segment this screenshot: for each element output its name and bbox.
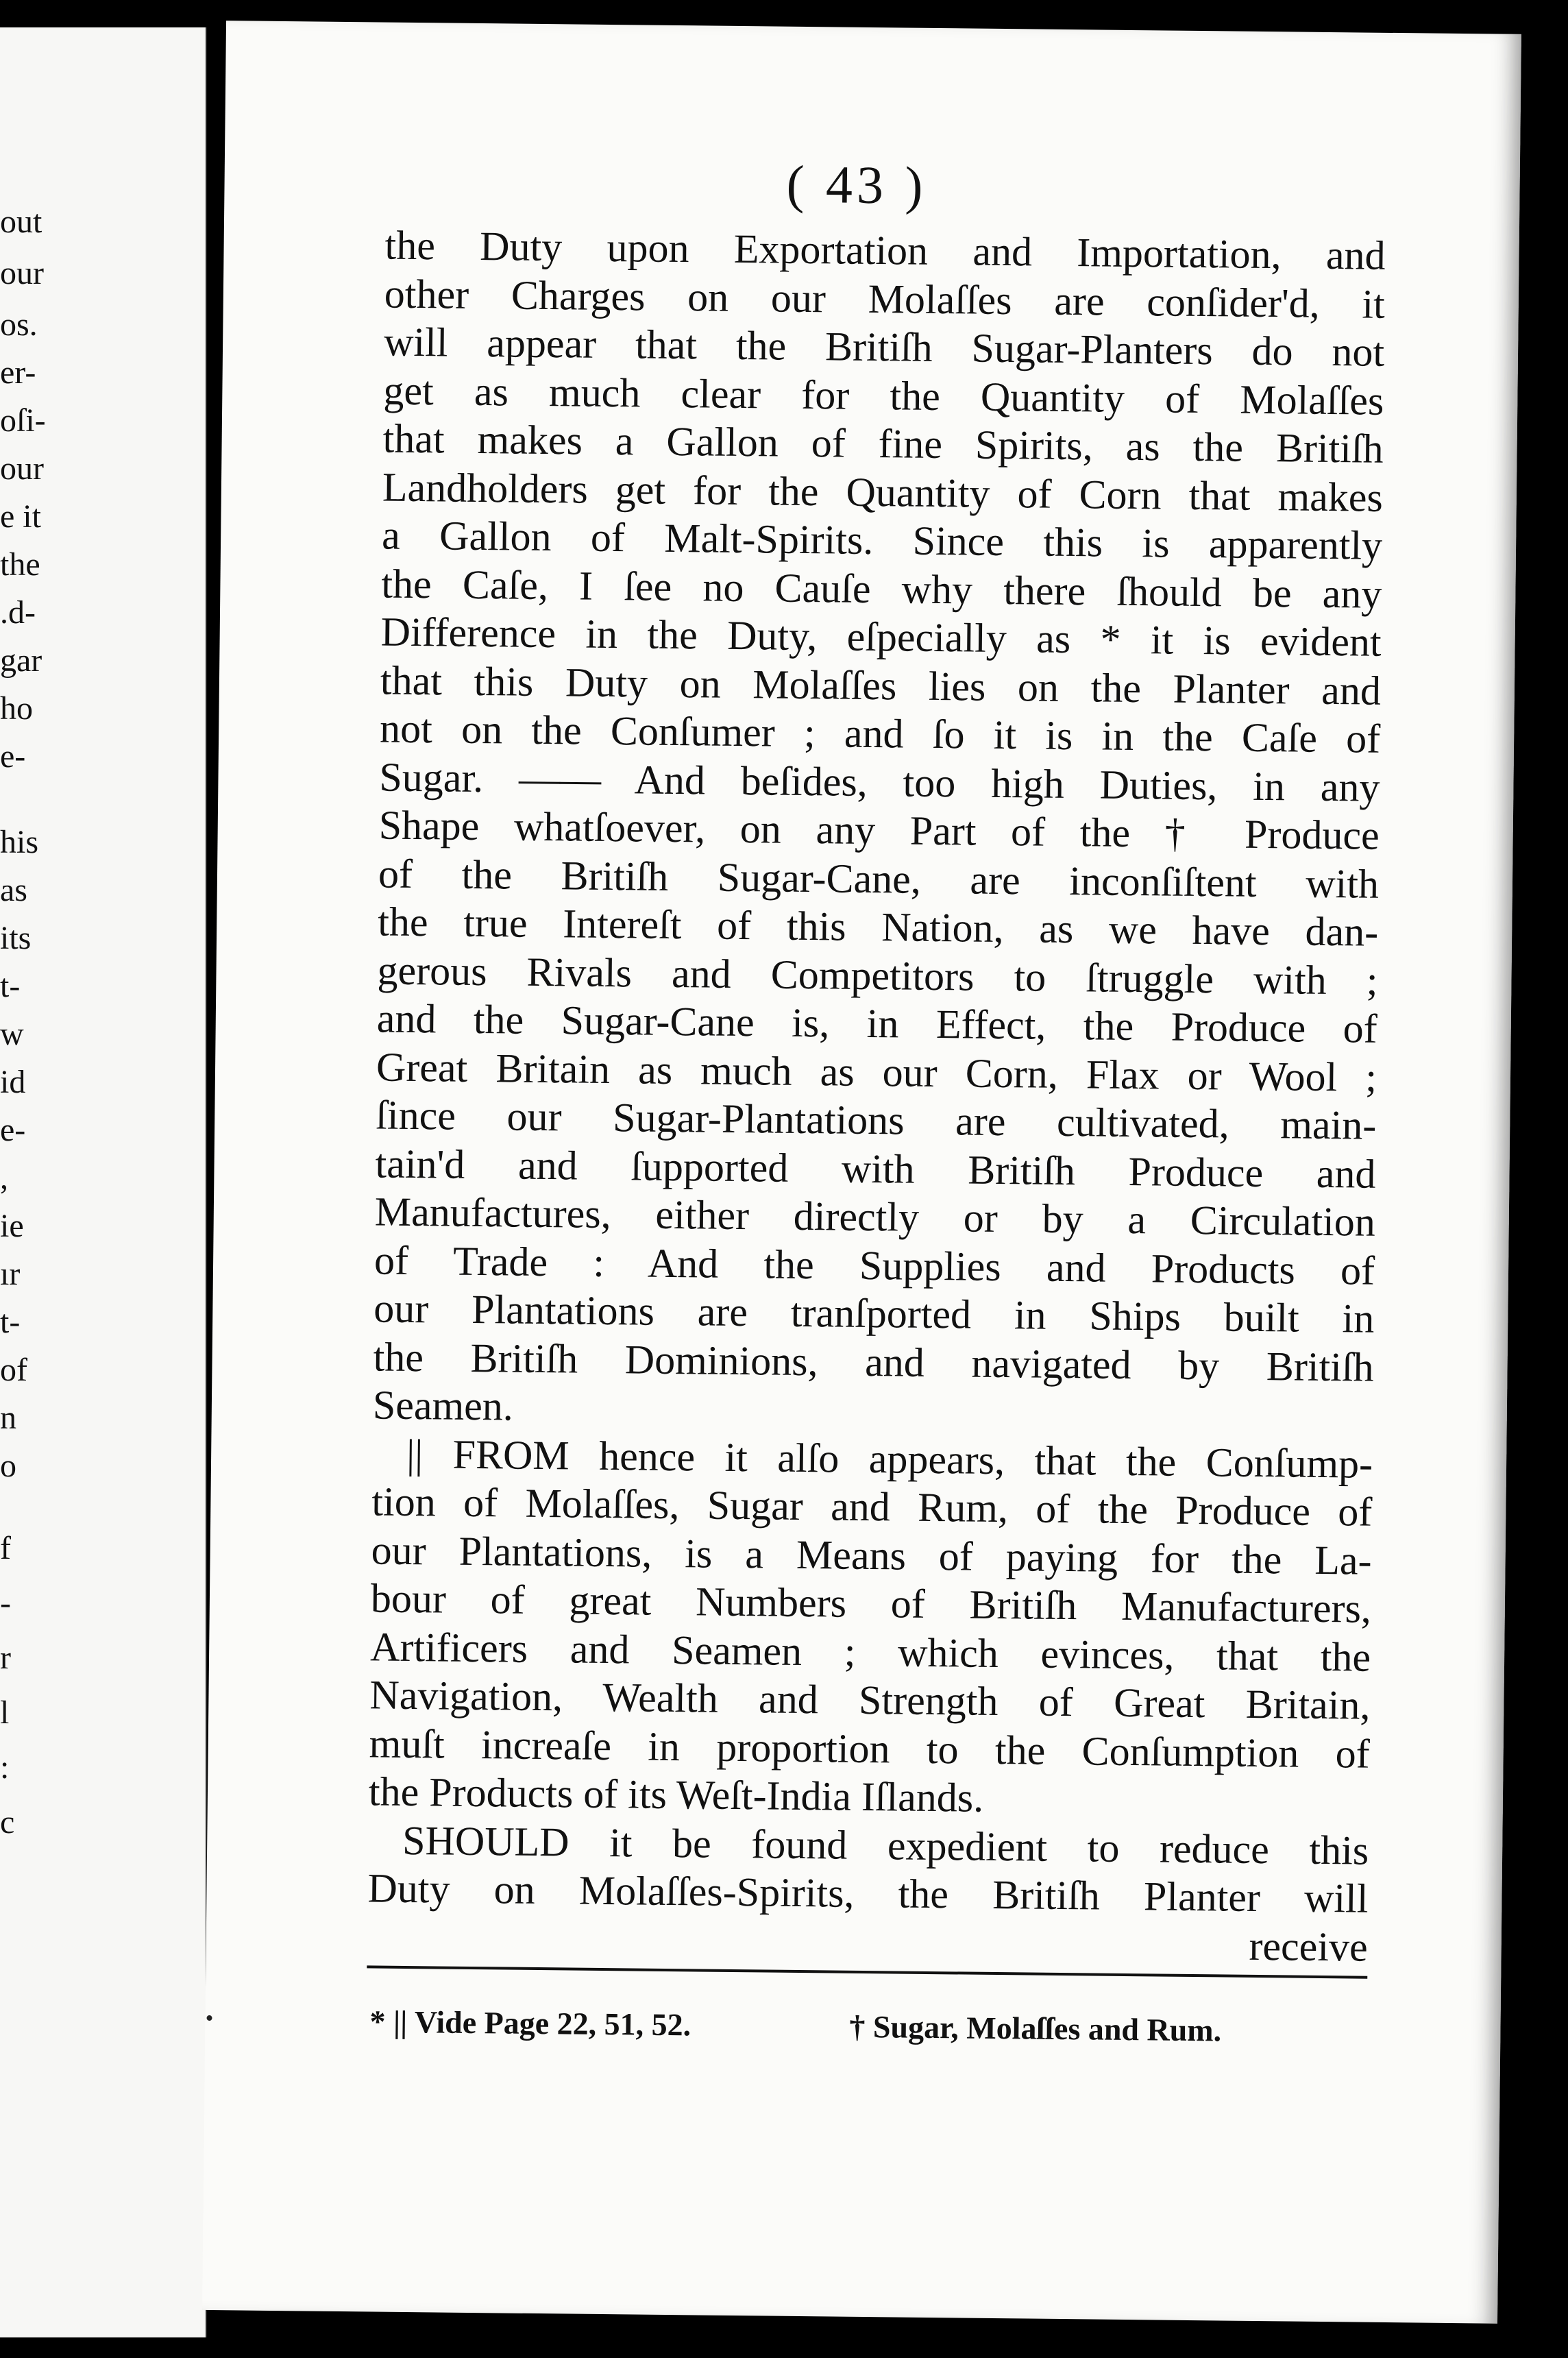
text-line: the Products of its Weſt-India Iſlands. xyxy=(368,1768,984,1821)
text-line: Duty on Molaſſes-Spirits, the Britiſh Planter will xyxy=(367,1865,1369,1921)
text-line: Shape whatſoever, on any Part of the † Produce xyxy=(378,802,1380,858)
left-page-text-fragment: er- xyxy=(0,354,36,391)
left-page-text-fragment: our xyxy=(0,255,44,291)
left-page-text-fragment: c xyxy=(0,1804,15,1840)
left-page-text-fragment: his xyxy=(0,824,39,860)
left-page-text-fragment: r xyxy=(0,1640,11,1676)
left-page-text-fragment: t- xyxy=(0,968,21,1004)
left-page-text-fragment: e- xyxy=(0,738,26,775)
text-line: Great Britain as much as our Corn, Flax or Wool ; xyxy=(376,1043,1377,1100)
left-page-fragment xyxy=(0,27,207,2337)
left-page-text-fragment: l xyxy=(0,1694,10,1731)
text-line: and the Sugar-Cane is, in Effect, the Produce of xyxy=(376,995,1378,1052)
page-number: ( 43 ) xyxy=(786,154,928,215)
left-page-text-fragment: f xyxy=(0,1530,11,1566)
left-page-text-fragment: : xyxy=(0,1749,10,1786)
text-line: Seamen. xyxy=(372,1382,514,1429)
body-text xyxy=(367,221,1385,1971)
left-page-text-fragment: - xyxy=(0,1585,11,1621)
left-page-text-fragment: e it xyxy=(0,498,41,535)
left-page-text-fragment: oſi- xyxy=(0,402,46,439)
text-line: our Plantations, is a Means of paying for the La- xyxy=(371,1527,1372,1583)
left-page-text-fragment: .d- xyxy=(0,594,36,631)
left-page-text-fragment: as xyxy=(0,872,27,908)
text-line: receive xyxy=(1249,1923,1369,1970)
text-line: that this Duty on Molaſſes lies on the Planter and xyxy=(380,657,1382,714)
text-line: muſt increaſe in proportion to the Conſumption of xyxy=(369,1720,1371,1777)
footnote-right: † Sugar, Molaſſes and Rum. xyxy=(849,2008,1222,2048)
ink-speck xyxy=(206,2015,212,2021)
text-line: || FROM hence it alſo appears, that the Conſump- xyxy=(406,1431,1373,1487)
text-line: bour of great Numbers of Britiſh Manufacturers, xyxy=(370,1575,1372,1631)
text-line: the Duty upon Exportation and Importation, and xyxy=(384,222,1386,278)
text-line: not on the Conſumer ; and ſo it is in the Caſe of xyxy=(379,705,1381,762)
left-page-text-fragment: ie xyxy=(0,1208,24,1244)
left-page-text-fragment: n xyxy=(0,1400,16,1436)
left-page-text-fragment: o xyxy=(0,1448,16,1484)
text-line: of Trade : And the Supplies and Products of xyxy=(373,1237,1375,1293)
text-line: of the Britiſh Sugar-Cane, are inconſiſtent with xyxy=(378,850,1380,907)
left-page-text-fragment: id xyxy=(0,1064,26,1100)
left-page-text-fragment: e- xyxy=(0,1112,26,1148)
text-line: Difference in the Duty, eſpecially as * it is evident xyxy=(380,609,1382,665)
text-line: that makes a Gallon of fine Spirits, as the Britiſh xyxy=(382,415,1384,472)
text-line: Sugar. —— And beſides, too high Duties, in any xyxy=(379,754,1380,810)
left-page-text-fragment: of xyxy=(0,1352,27,1388)
left-page-text-fragment: out xyxy=(0,204,42,240)
left-page-text-fragment: t- xyxy=(0,1304,21,1340)
left-page-text-fragment: the xyxy=(0,546,40,583)
text-line: our Plantations are tranſported in Ships built in xyxy=(373,1285,1375,1341)
left-page-text-fragment: ır xyxy=(0,1256,21,1292)
text-line: SHOULD it be found expedient to reduce this xyxy=(402,1817,1369,1873)
left-page-text-fragment: its xyxy=(0,920,32,956)
text-line: the Caſe, I ſee no Cauſe why there ſhould be any xyxy=(381,561,1382,617)
left-page-text-fragment: gar xyxy=(0,642,42,679)
left-page-text-fragment: os. xyxy=(0,306,38,343)
text-line: gerous Rivals and Competitors to ſtruggle with ; xyxy=(377,947,1378,1004)
text-line: a Gallon of Malt-Spirits. Since this is apparently xyxy=(381,512,1383,568)
left-page-text-fragment: our xyxy=(0,450,44,487)
text-line: will appear that the Britiſh Sugar-Planters do not xyxy=(383,319,1385,375)
left-page-text-fragment: w xyxy=(0,1016,24,1052)
text-line: Artificers and Seamen ; which evinces, that the xyxy=(369,1623,1371,1680)
text-line: get as much clear for the Quantity of Molaſſes xyxy=(383,367,1384,424)
left-page-text-fragment: ho xyxy=(0,690,33,727)
text-line: the true Intereſt of this Nation, as we have dan- xyxy=(377,899,1379,955)
text-line: Manufactures, either directly or by a Circulation xyxy=(374,1189,1376,1245)
text-line: Landholders get for the Quantity of Corn that makes xyxy=(382,464,1384,520)
footnote-left: * || Vide Page 22, 51, 52. xyxy=(369,2004,691,2043)
book-page xyxy=(202,21,1521,2324)
text-line: other Charges on our Molaſſes are conſider'd, it xyxy=(384,271,1386,327)
text-line: Navigation, Wealth and Strength of Great Britain, xyxy=(369,1672,1371,1728)
left-page-text-fragment: , xyxy=(0,1160,8,1196)
text-line: the Britiſh Dominions, and navigated by Britiſh xyxy=(373,1333,1374,1390)
text-line: tion of Molaſſes, Sugar and Rum, of the Produce of xyxy=(371,1479,1373,1535)
text-line: tain'd and ſupported with Britiſh Produce and xyxy=(375,1140,1376,1197)
text-line: ſince our Sugar-Plantations are cultivated, main- xyxy=(376,1092,1377,1148)
